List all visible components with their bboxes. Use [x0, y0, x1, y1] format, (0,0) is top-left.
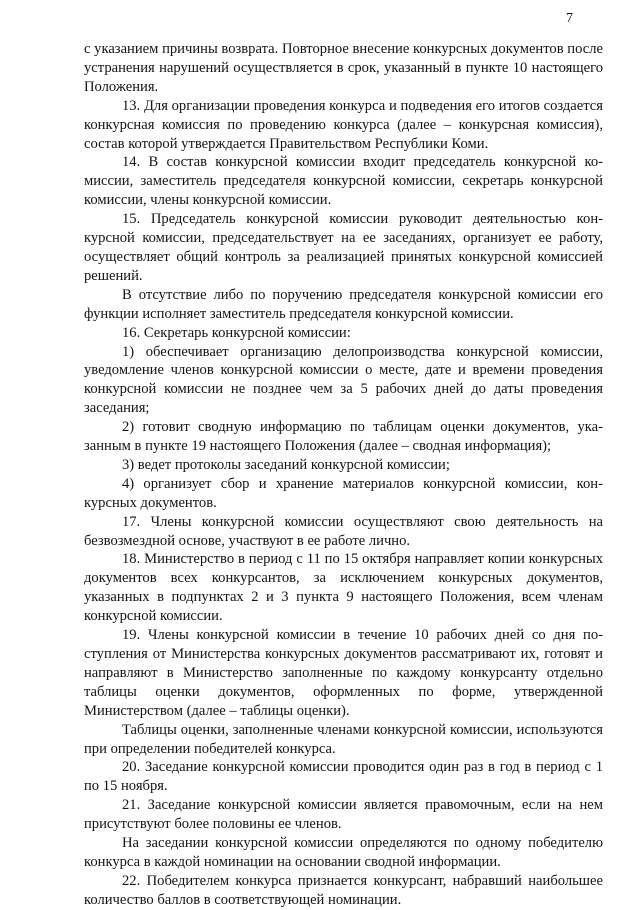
paragraph-15: 15. Председатель конкурсной комиссии руководит деятельностью конкурсной комиссии, председательствует на ее заседаниях, организует ее работу, осуществляет общий контроль за реализацией принятых конкурсной комиссией решений.: [84, 211, 603, 284]
page-number: 7: [566, 11, 573, 26]
paragraph-20: 20. Заседание конкурсной комиссии проводится один раз в год в период с 1 по 15 ноября.: [84, 759, 603, 795]
paragraph-18: 18. Министерство в период с 11 по 15 октября направляет копии конкурсных документов всех конкурсантов, за исключением конкурсных документов, указанных в подпунктах 2 и 3 пункта 9 настоящего Положения, всем членам конкурсной комиссии.: [84, 551, 603, 625]
paragraph-14: 14. В состав конкурсной комиссии входит председатель конкурсной комиссии, заместитель председателя конкурсной комиссии, секретарь конкурсной комиссии, члены конкурсной комиссии.: [84, 154, 603, 209]
paragraph-16: 16. Секретарь конкурсной комиссии:: [122, 324, 351, 341]
paragraph-17: 17. Члены конкурсной комиссии осуществляют свою деятельность на безвозмездной основе, участвуют в ее работе лично.: [84, 513, 603, 549]
paragraph-21-winners: На заседании конкурсной комиссии определяются по одному победителю конкурса в каждой номинации на основании сводной информации.: [84, 835, 603, 870]
paragraph-19-tables: Таблицы оценки, заполненные членами конкурсной комиссии, используются при определении победителей конкурса.: [84, 721, 603, 757]
paragraph-21: 21. Заседание конкурсной комиссии является правомочным, если на нем присутствуют более половины ее членов.: [84, 797, 603, 833]
paragraph-22: 22. Победителем конкурса признается конкурсант, набравший наибольшее количество баллов в соответствующей номинации.: [84, 872, 603, 908]
paragraph-13: 13. Для организации проведения конкурса и подведения его итогов создается конкурсная комиссия по проведению конкурса (далее – конкурсная комиссия), состав которой утверждается Правительством Республики Коми.: [84, 97, 603, 152]
paragraph-19: 19. Члены конкурсной комиссии в течение 10 рабочих дней со дня поступления от Министерства конкурсных документов рассматривают их, готовят и направляют в Министерство заполненные по каждому конкурсанту отдельно таблицы оценки документов, оформленных по форме, утвержденной Министерством (далее – таблицы оценки).: [84, 627, 603, 719]
paragraph-16-item-4: 4) организует сбор и хранение материалов конкурсной комиссии, конкурсных документов.: [84, 475, 603, 511]
paragraph-16-item-1: 1) обеспечивает организацию делопроизводства конкурсной комиссии, уведомление членов конкурсной комиссии о месте, дате и времени проведения конкурсной комиссии не позднее чем за 5 рабочих дней до даты проведения заседания;: [84, 343, 603, 417]
document-body: [84, 40, 603, 910]
paragraph-15-deputy: В отсутствие либо по поручению председателя конкурсной комиссии его функции исполняет заместитель председателя конкурсной комиссии.: [84, 286, 603, 322]
paragraph-16-item-3: 3) ведет протоколы заседаний конкурсной комиссии;: [122, 456, 450, 473]
paragraph-12-continuation: с указанием причины возврата. Повторное внесение конкурсных документов после устранения нарушений осуществляется в срок, указанный в пункте 10 настоящего Положения.: [84, 41, 603, 95]
paragraph-16-item-2: 2) готовит сводную информацию по таблицам оценки документов, указанным в пункте 19 настоящего Положения (далее – сводная информация);: [84, 419, 603, 455]
